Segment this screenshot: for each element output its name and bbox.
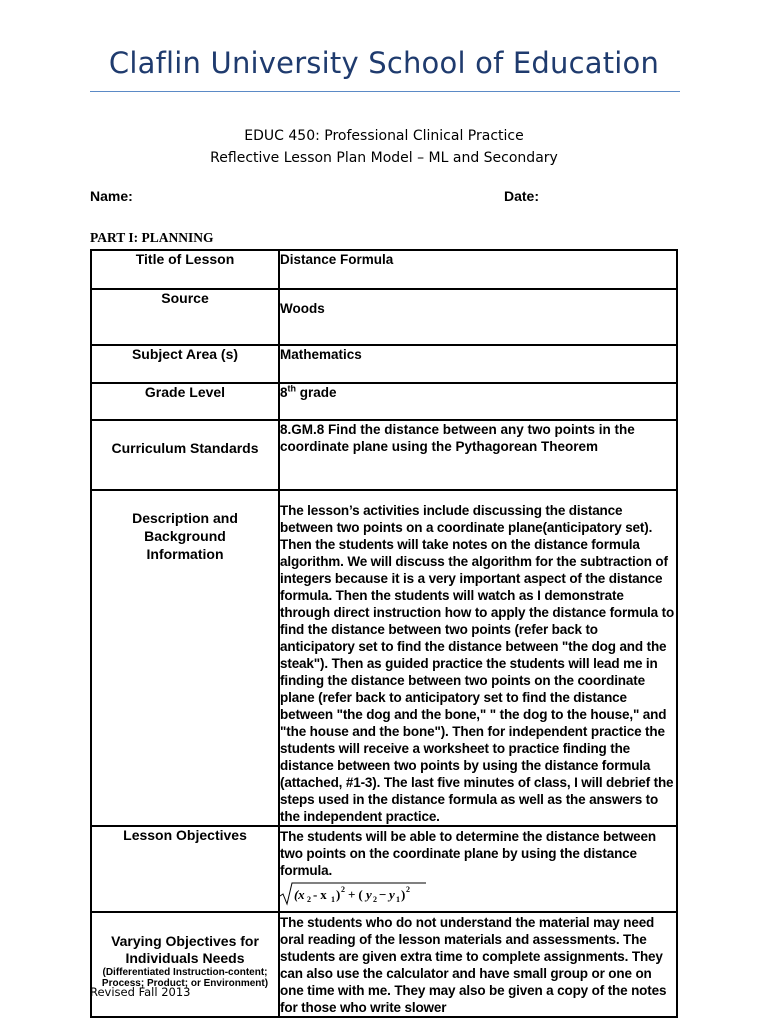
svg-text:2: 2 — [307, 895, 311, 904]
lesson-objectives-cell — [279, 826, 677, 912]
svg-text:2: 2 — [373, 895, 377, 904]
grade-level-label: Grade Level — [144, 384, 226, 400]
table-row — [91, 420, 677, 490]
varying-objectives-note: (Differentiated Instruction-content; Process; Product; or Environment) — [101, 967, 269, 989]
svg-text:1: 1 — [396, 895, 400, 904]
table-row — [91, 826, 677, 912]
subject-area-label-cell — [91, 345, 279, 383]
part-title: PART I: PLANNING — [90, 230, 214, 245]
model-line: Reflective Lesson Plan Model – ML and Secondary — [210, 150, 558, 166]
svg-text:): ) — [401, 887, 406, 902]
lesson-objectives-label: Lesson Objectives — [123, 827, 247, 843]
grade-number: 8 — [280, 385, 288, 400]
svg-text:2: 2 — [406, 885, 410, 894]
source-value: Woods — [279, 289, 677, 345]
svg-text:2: 2 — [341, 885, 345, 894]
svg-text:(x: (x — [294, 887, 305, 902]
lesson-objectives-value: The students will be able to determine the distance between two points on the coordinate plane by using the distance formula. — [280, 829, 656, 878]
table-row — [91, 383, 677, 420]
curriculum-standards-value: 8.GM.8 Find the distance between any two points in the coordinate plane using the Pythagorean Theorem — [279, 420, 677, 490]
varying-objectives-label-line: Individuals Needs — [125, 950, 245, 966]
varying-objectives-value: The students who do not understand the material may need oral reading of the lesson materials and assessments. The students are given extra time to complete assignments. They can also use the calculator and have small group or one on one time with me. They may also be given a copy of the notes for those who write slower — [279, 912, 677, 1017]
lesson-objectives-label-cell — [91, 826, 279, 912]
lesson-plan-table — [90, 249, 678, 1018]
subject-area-value: Mathematics — [279, 345, 677, 383]
svg-text:−: − — [379, 887, 387, 902]
grade-word: grade — [296, 385, 337, 400]
revision-note: Revised Fall 2013 — [90, 985, 191, 999]
description-label-line: Information — [146, 546, 224, 562]
svg-text:+ (: + ( — [348, 887, 363, 902]
description-label-line: Background — [144, 528, 226, 544]
description-label-line: Description and — [132, 510, 238, 526]
grade-suffix: th — [287, 383, 297, 394]
varying-objectives-label-line: Varying Objectives for — [111, 933, 259, 949]
subject-area-label: Subject Area (s) — [131, 346, 239, 362]
svg-text:y: y — [366, 887, 372, 902]
source-label-cell — [91, 289, 279, 345]
table-row — [91, 250, 677, 289]
description-label-cell — [91, 490, 279, 826]
table-row — [91, 490, 677, 826]
table-row — [91, 345, 677, 383]
table-row — [91, 912, 677, 1017]
name-label: Name: — [90, 188, 133, 204]
table-row — [91, 289, 677, 345]
description-value: The lesson’s activities include discussing the distance between two points on a coordinate plane(anticipatory set). Then the students will take notes on the distance formula algorithm. We will discuss the algorithm for the subtraction of integers because it is a very important aspect of the distance formula. Then the students will watch as I demonstrate through direct instruction how to apply the distance formula to find the distance between two points (refer back to anticipatory set to find the distance between "the dog and the steak"). Then as guided practice the students will lead me in finding the distance between two points on the coordinate plane (refer back to anticipatory set to find the distance between "the dog and the bone," " the dog to the house," and "the house and the bone"). Then for independent practice the students will receive a worksheet to practice finding the distance between two points by using the distance formula (attached, #1-3). The last five minutes of class, I will debrief the steps used in the distance formula as well as the answers to the independent practice. — [279, 490, 677, 826]
title-of-lesson-label-cell — [91, 250, 279, 289]
title-of-lesson-value: Distance Formula — [279, 250, 677, 289]
distance-formula — [278, 881, 428, 907]
grade-level-value — [279, 383, 677, 420]
university-title: Claflin University School of Education — [108, 46, 660, 80]
svg-text:- x: - x — [313, 887, 327, 902]
course-heading — [0, 125, 768, 169]
course-line: EDUC 450: Professional Clinical Practice — [244, 128, 524, 144]
date-label: Date: — [504, 188, 540, 204]
title-of-lesson-label: Title of Lesson — [135, 251, 235, 267]
svg-text:y: y — [389, 887, 395, 902]
svg-text:1: 1 — [331, 895, 335, 904]
source-label: Source — [161, 290, 209, 306]
curriculum-standards-label: Curriculum Standards — [91, 420, 279, 490]
grade-level-label-cell — [91, 383, 279, 420]
varying-objectives-label-cell — [91, 912, 279, 1017]
title-divider — [90, 91, 680, 92]
svg-text:): ) — [336, 887, 341, 902]
